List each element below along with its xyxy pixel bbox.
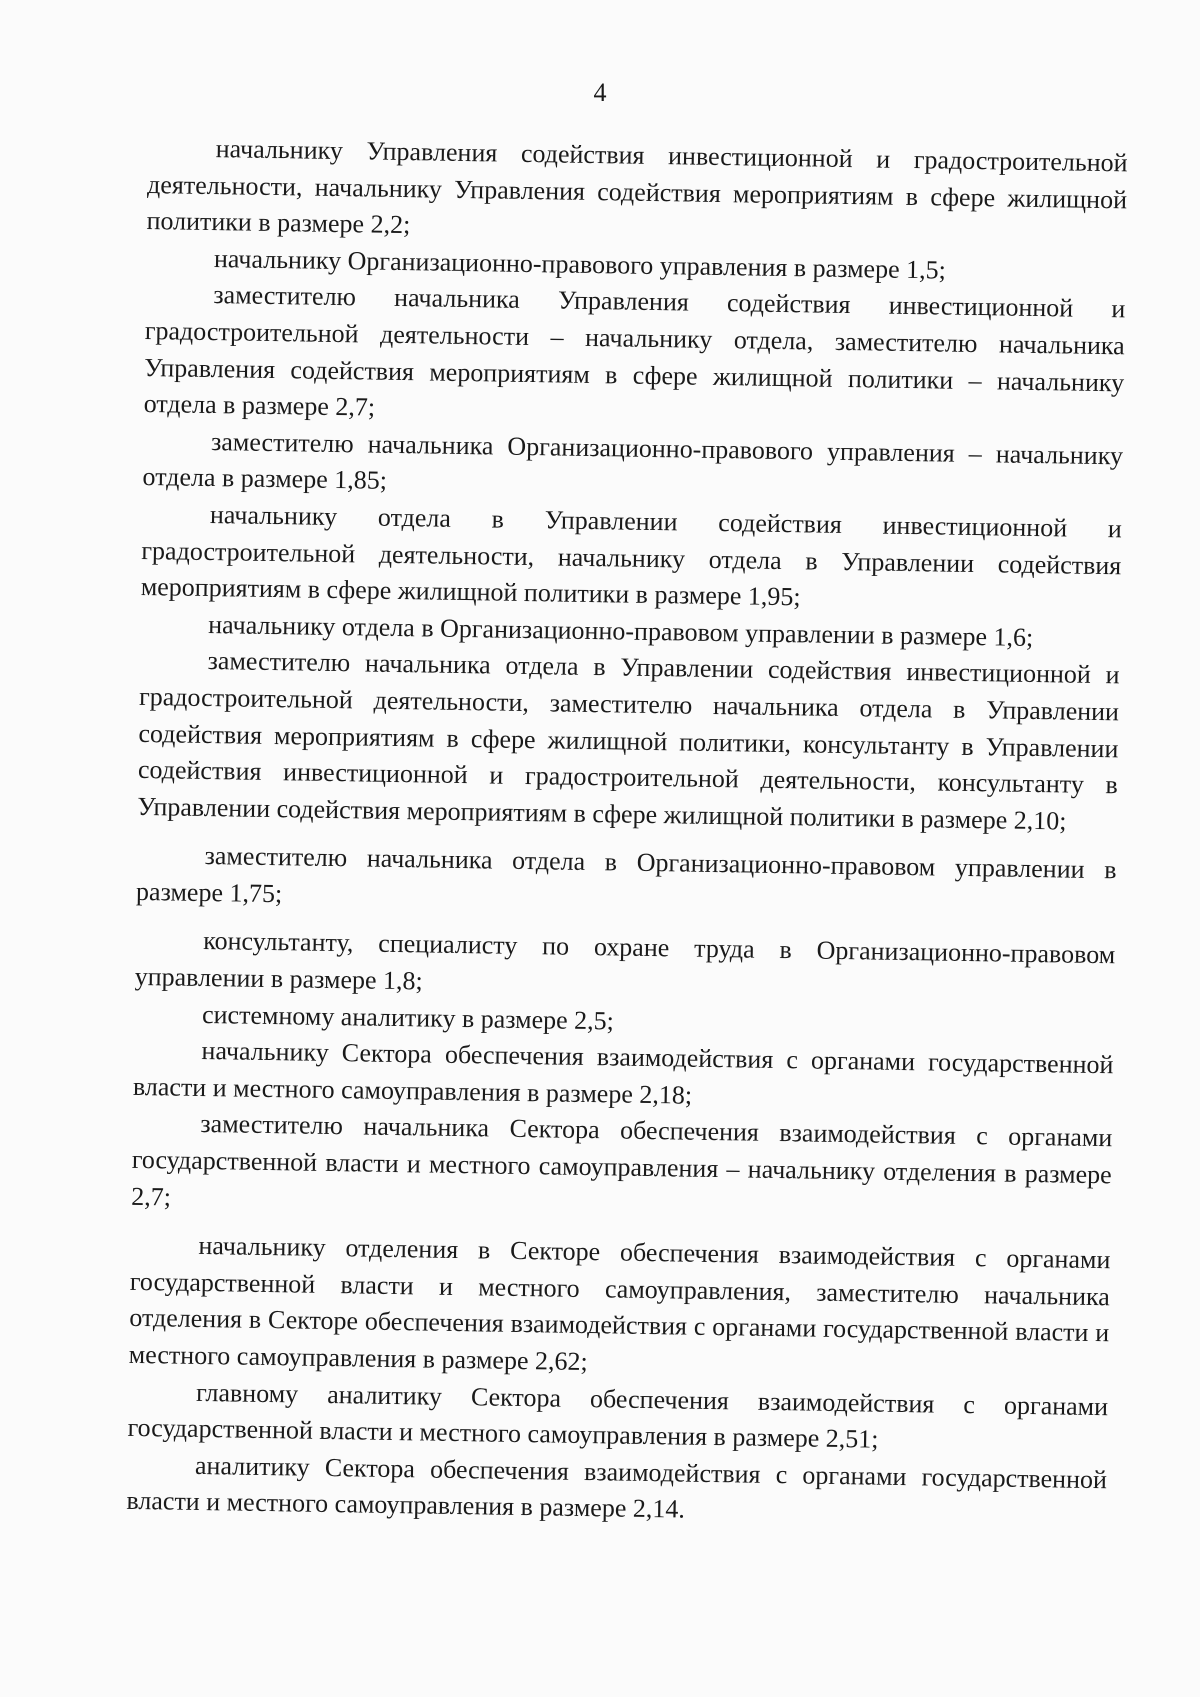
paragraph: заместителю начальника Организационно-правового управления – начальнику отдела в размере 1,85;	[142, 426, 1124, 496]
paragraph: начальнику отдела в Организационно-правовом управлении в размере 1,6;	[208, 609, 1034, 652]
paragraph: начальнику Управления содействия инвестиционной и градостроительной деятельности, начальнику Управления содействия мероприятиям в сфере жилищной политики в размере 2,2;	[146, 134, 1128, 240]
paragraph: аналитику Сектора обеспечения взаимодействия с органами государственной власти и местного самоуправления в размере 2,14.	[126, 1450, 1108, 1524]
paragraph: начальнику Сектора обеспечения взаимодействия с органами государственной власти и местного самоуправления в размере 2,18;	[132, 1036, 1114, 1110]
page-number: 4	[593, 78, 607, 107]
paragraph: заместителю начальника Сектора обеспечения взаимодействия с органами государственной власти и местного самоуправления – начальнику отделения в размере 2,7;	[131, 1109, 1113, 1212]
paragraph: системному аналитику в размере 2,5;	[201, 999, 615, 1036]
paragraph: заместителю начальника отдела в Организационно-правовом управлении в размере 1,75;	[135, 841, 1117, 909]
paragraph: начальнику отделения в Секторе обеспечения взаимодействия с органами государственной власти и местного самоуправления, заместителю начальника отделения в Секторе обеспечения взаимодействия с органами государственной власти и местного самоуправления в размере 2,62;	[128, 1231, 1111, 1377]
document-body	[126, 130, 1128, 1535]
paragraph: консультанту, специалисту по охране труда в Организационно-правовом управлении в размере 1,8;	[134, 926, 1116, 996]
paragraph: главному аналитику Сектора обеспечения взаимодействия с органами государственной власти и местного самоуправления в размере 2,51;	[127, 1377, 1109, 1454]
paragraph: начальнику отдела в Управлении содействия инвестиционной и градостроительной деятельности, начальнику отдела в Управлении содействия мероприятиям в сфере жилищной политики в размере 1,95;	[140, 499, 1123, 612]
paragraph: начальнику Организационно-правового управления в размере 1,5;	[213, 243, 947, 285]
paragraph: заместителю начальника отдела в Управлении содействия инвестиционной и градостроительной деятельности, заместителю начальника отдела в Управлении содействия мероприятиям в сфере жилищной политики, консультанту в Управлении содействия инвестиционной и градостроительной деятельности, консультанту в Управлении содействия мероприятиям в сфере жилищной политики в размере 2,10;	[137, 646, 1120, 836]
paragraph: заместителю начальника Управления содействия инвестиционной и градостроительной деятельности – начальнику отдела, заместителю начальника Управления содействия мероприятиям в сфере жилищной политики – начальнику отдела в размере 2,7;	[143, 280, 1126, 422]
